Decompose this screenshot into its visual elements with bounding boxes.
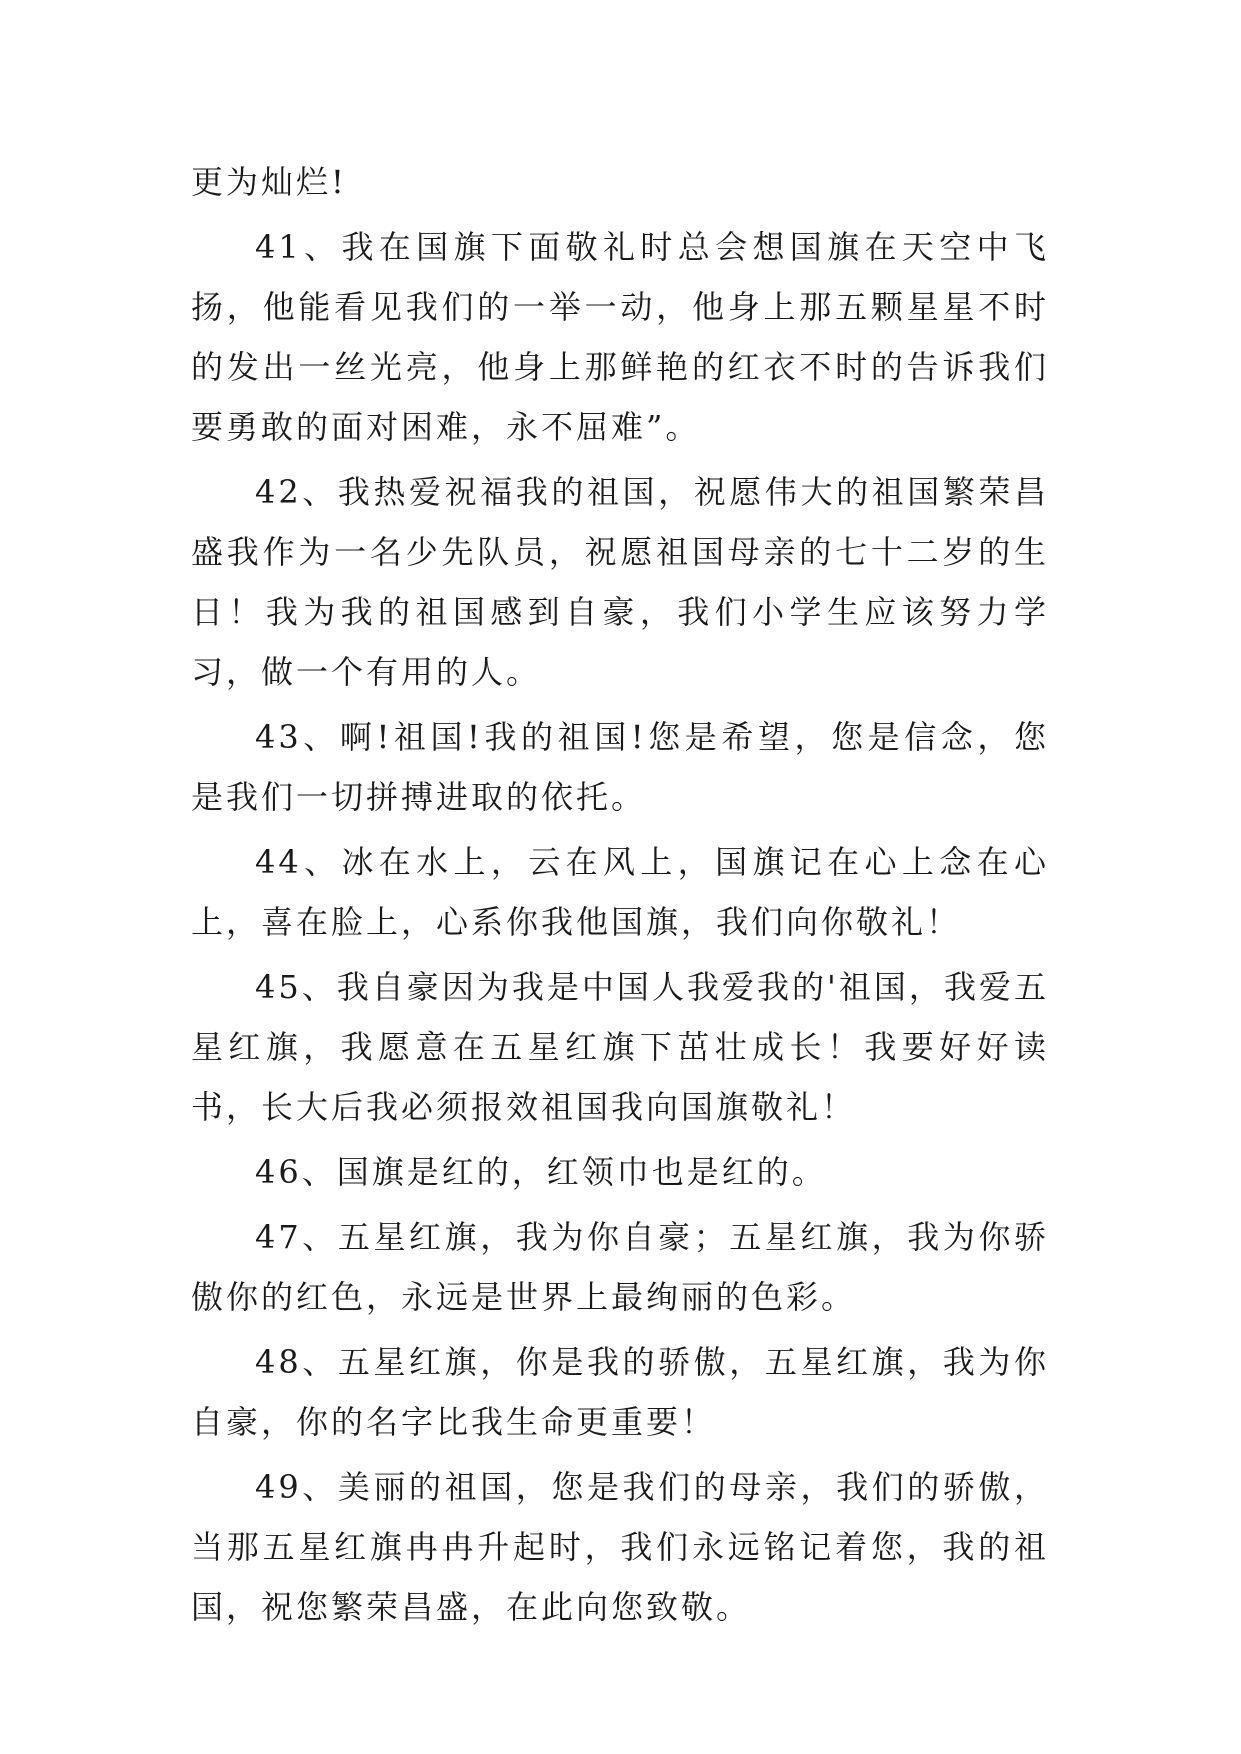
paragraph-47: 47、五星红旗，我为你自豪；五星红旗，我为你骄傲你的红色，永远是世界上最绚丽的色彩。 bbox=[191, 1218, 1049, 1316]
paragraph-44: 44、冰在水上，云在风上，国旗记在心上念在心上，喜在脸上，心系你我他国旗，我们向你敬礼！ bbox=[191, 843, 1049, 941]
paragraph-42: 42、我热爱祝福我的祖国，祝愿伟大的祖国繁荣昌盛我作为一名少先队员，祝愿祖国母亲的七十二岁的生日！我为我的祖国感到自豪，我们小学生应该努力学习，做一个有用的人。 bbox=[191, 473, 1049, 691]
document-page bbox=[191, 152, 1049, 1642]
paragraph-49: 49、美丽的祖国，您是我们的母亲，我们的骄傲，当那五星红旗冉冉升起时，我们永远铭记着您，我的祖国，祝您繁荣昌盛，在此向您致敬。 bbox=[191, 1468, 1049, 1626]
paragraph-41: 41、我在国旗下面敬礼时总会想国旗在天空中飞扬，他能看见我们的一举一动，他身上那五颗星星不时的发出一丝光亮，他身上那鲜艳的红衣不时的告诉我们要勇敢的面对困难，永不屈难”。 bbox=[191, 228, 1049, 446]
paragraph-48: 48、五星红旗，你是我的骄傲，五星红旗，我为你自豪，你的名字比我生命更重要！ bbox=[191, 1343, 1049, 1441]
paragraph-43: 43、啊!祖国!我的祖国!您是希望，您是信念，您是我们一切拼搏进取的依托。 bbox=[191, 718, 1049, 816]
paragraph-45: 45、我自豪因为我是中国人我爱我的'祖国，我爱五星红旗，我愿意在五星红旗下茁壮成长！我要好好读书，长大后我必须报效祖国我向国旗敬礼！ bbox=[191, 968, 1049, 1126]
paragraph-continuation: 更为灿烂! bbox=[191, 163, 347, 201]
paragraph-46: 46、国旗是红的，红领巾也是红的。 bbox=[255, 1153, 827, 1191]
